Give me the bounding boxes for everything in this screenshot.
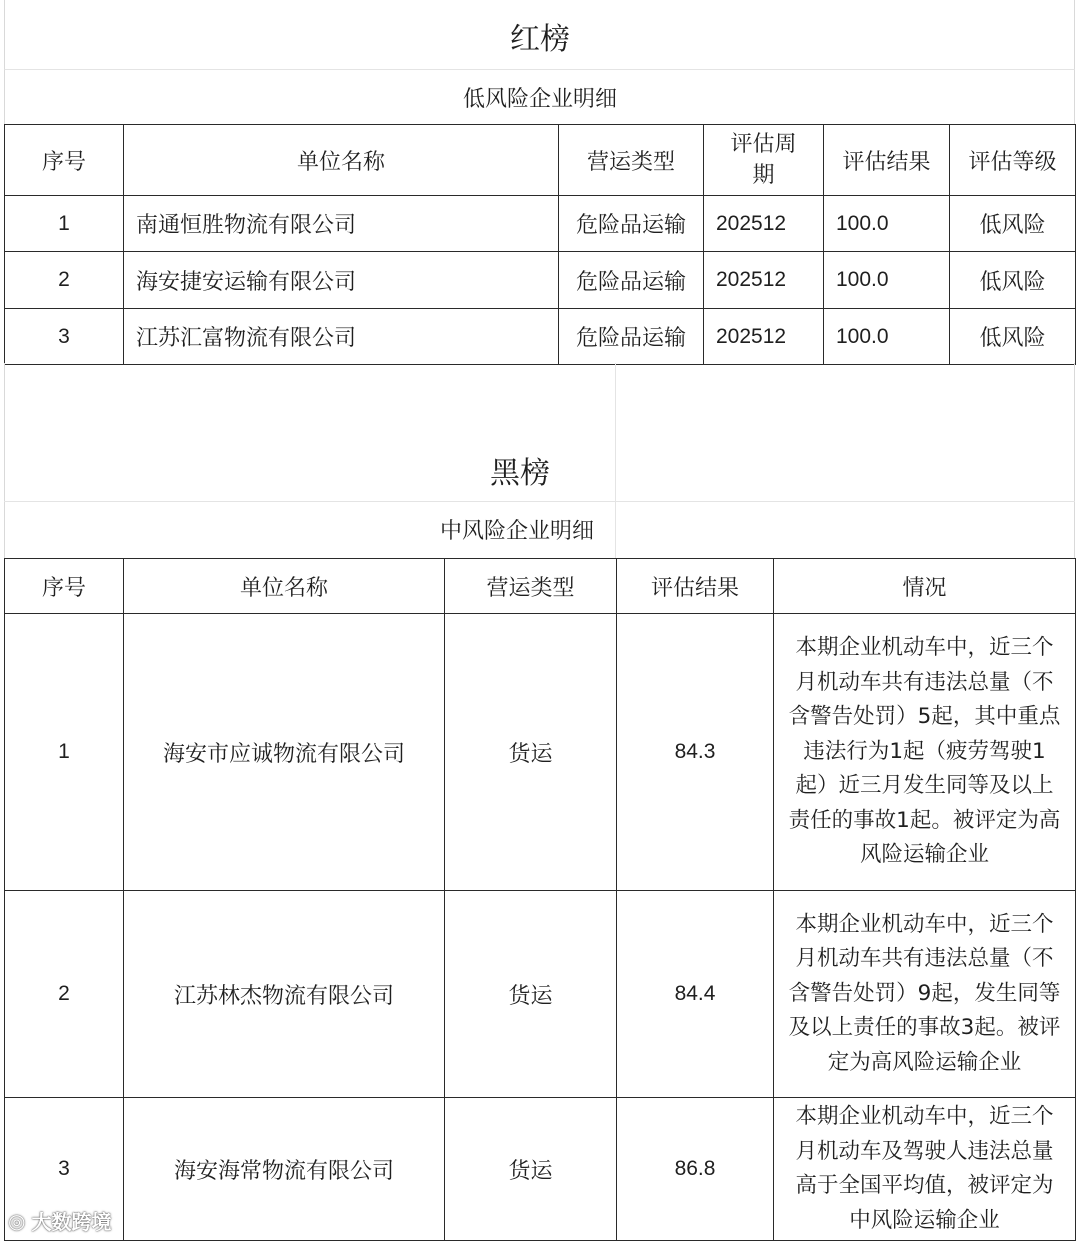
cell-operation-type: 货运 xyxy=(445,891,617,1098)
cell-level: 低风险 xyxy=(950,252,1076,309)
cell-operation-type: 货运 xyxy=(445,1098,617,1241)
cell-result: 100.0 xyxy=(824,196,950,252)
table-header-row xyxy=(5,559,1076,614)
header-cell-name: 单位名称 xyxy=(124,125,559,196)
black-list-subtitle: 中风险企业明细 xyxy=(439,519,594,544)
cell-operation-type: 货运 xyxy=(445,614,617,891)
watermark-text: 大数跨境 xyxy=(31,1210,112,1234)
header-cell-situation: 情况 xyxy=(774,559,1076,614)
cell-no: 3 xyxy=(5,1098,124,1241)
header-cell-result: 评估结果 xyxy=(824,125,950,196)
table-header-row xyxy=(5,125,1076,196)
red-list-table xyxy=(4,124,1076,365)
cell-company-name: 海安市应诚物流有限公司 xyxy=(124,614,445,891)
red-list-subtitle: 低风险企业明细 xyxy=(462,87,617,112)
header-cell-result: 评估结果 xyxy=(617,559,774,614)
cell-result: 84.3 xyxy=(617,614,774,891)
cell-no: 2 xyxy=(5,252,124,309)
cell-period: 202512 xyxy=(704,196,824,252)
table-row xyxy=(5,252,1076,309)
header-cell-period xyxy=(704,125,824,196)
black-list-title: 黑榜 xyxy=(490,456,550,491)
cell-no: 1 xyxy=(5,196,124,252)
black-list-table xyxy=(4,558,1076,1241)
cell-period: 202512 xyxy=(704,252,824,309)
header-cell-type: 营运类型 xyxy=(445,559,617,614)
header-cell-name: 单位名称 xyxy=(124,559,445,614)
cell-period: 202512 xyxy=(704,309,824,365)
table-row xyxy=(5,614,1076,891)
cell-result: 100.0 xyxy=(824,252,950,309)
watermark xyxy=(8,1206,111,1235)
cell-level: 低风险 xyxy=(950,196,1076,252)
cell-no: 1 xyxy=(5,614,124,891)
cell-result: 84.4 xyxy=(617,891,774,1098)
cell-result: 86.8 xyxy=(617,1098,774,1241)
header-cell-no: 序号 xyxy=(5,125,124,196)
weibo-logo-icon: ◎ xyxy=(8,1208,26,1233)
cell-operation-type: 危险品运输 xyxy=(559,196,704,252)
cell-company-name: 海安捷安运输有限公司 xyxy=(124,252,559,309)
table-row xyxy=(5,1098,1076,1241)
header-cell-type: 营运类型 xyxy=(559,125,704,196)
cell-situation: 本期企业机动车中，近三个月机动车共有违法总量（不含警告处罚）9起，发生同等及以上责任的事故3起。被评定为高风险运输企业 xyxy=(774,891,1076,1098)
cell-result: 100.0 xyxy=(824,309,950,365)
cell-level: 低风险 xyxy=(950,309,1076,365)
cell-situation: 本期企业机动车中，近三个月机动车共有违法总量（不含警告处罚）5起，其中重点违法行为1起（疲劳驾驶1起）近三月发生同等及以上责任的事故1起。被评定为高风险运输企业 xyxy=(774,614,1076,891)
cell-company-name: 海安海常物流有限公司 xyxy=(124,1098,445,1241)
cell-situation: 本期企业机动车中，近三个月机动车及驾驶人违法总量高于全国平均值，被评定为中风险运输企业 xyxy=(774,1098,1076,1241)
cell-no: 2 xyxy=(5,891,124,1098)
header-cell-level: 评估等级 xyxy=(950,125,1076,196)
table-row xyxy=(5,891,1076,1098)
table-row xyxy=(5,196,1076,252)
subtitle-divider xyxy=(4,501,1075,502)
header-period-text: 评估周期 xyxy=(730,132,797,188)
cell-company-name: 江苏林杰物流有限公司 xyxy=(124,891,445,1098)
cell-operation-type: 危险品运输 xyxy=(559,252,704,309)
table-row xyxy=(5,309,1076,365)
cell-no: 3 xyxy=(5,309,124,365)
cell-company-name: 江苏汇富物流有限公司 xyxy=(124,309,559,365)
red-list-title: 红榜 xyxy=(510,22,570,57)
cell-company-name: 南通恒胜物流有限公司 xyxy=(124,196,559,252)
header-cell-no: 序号 xyxy=(5,559,124,614)
cell-operation-type: 危险品运输 xyxy=(559,309,704,365)
